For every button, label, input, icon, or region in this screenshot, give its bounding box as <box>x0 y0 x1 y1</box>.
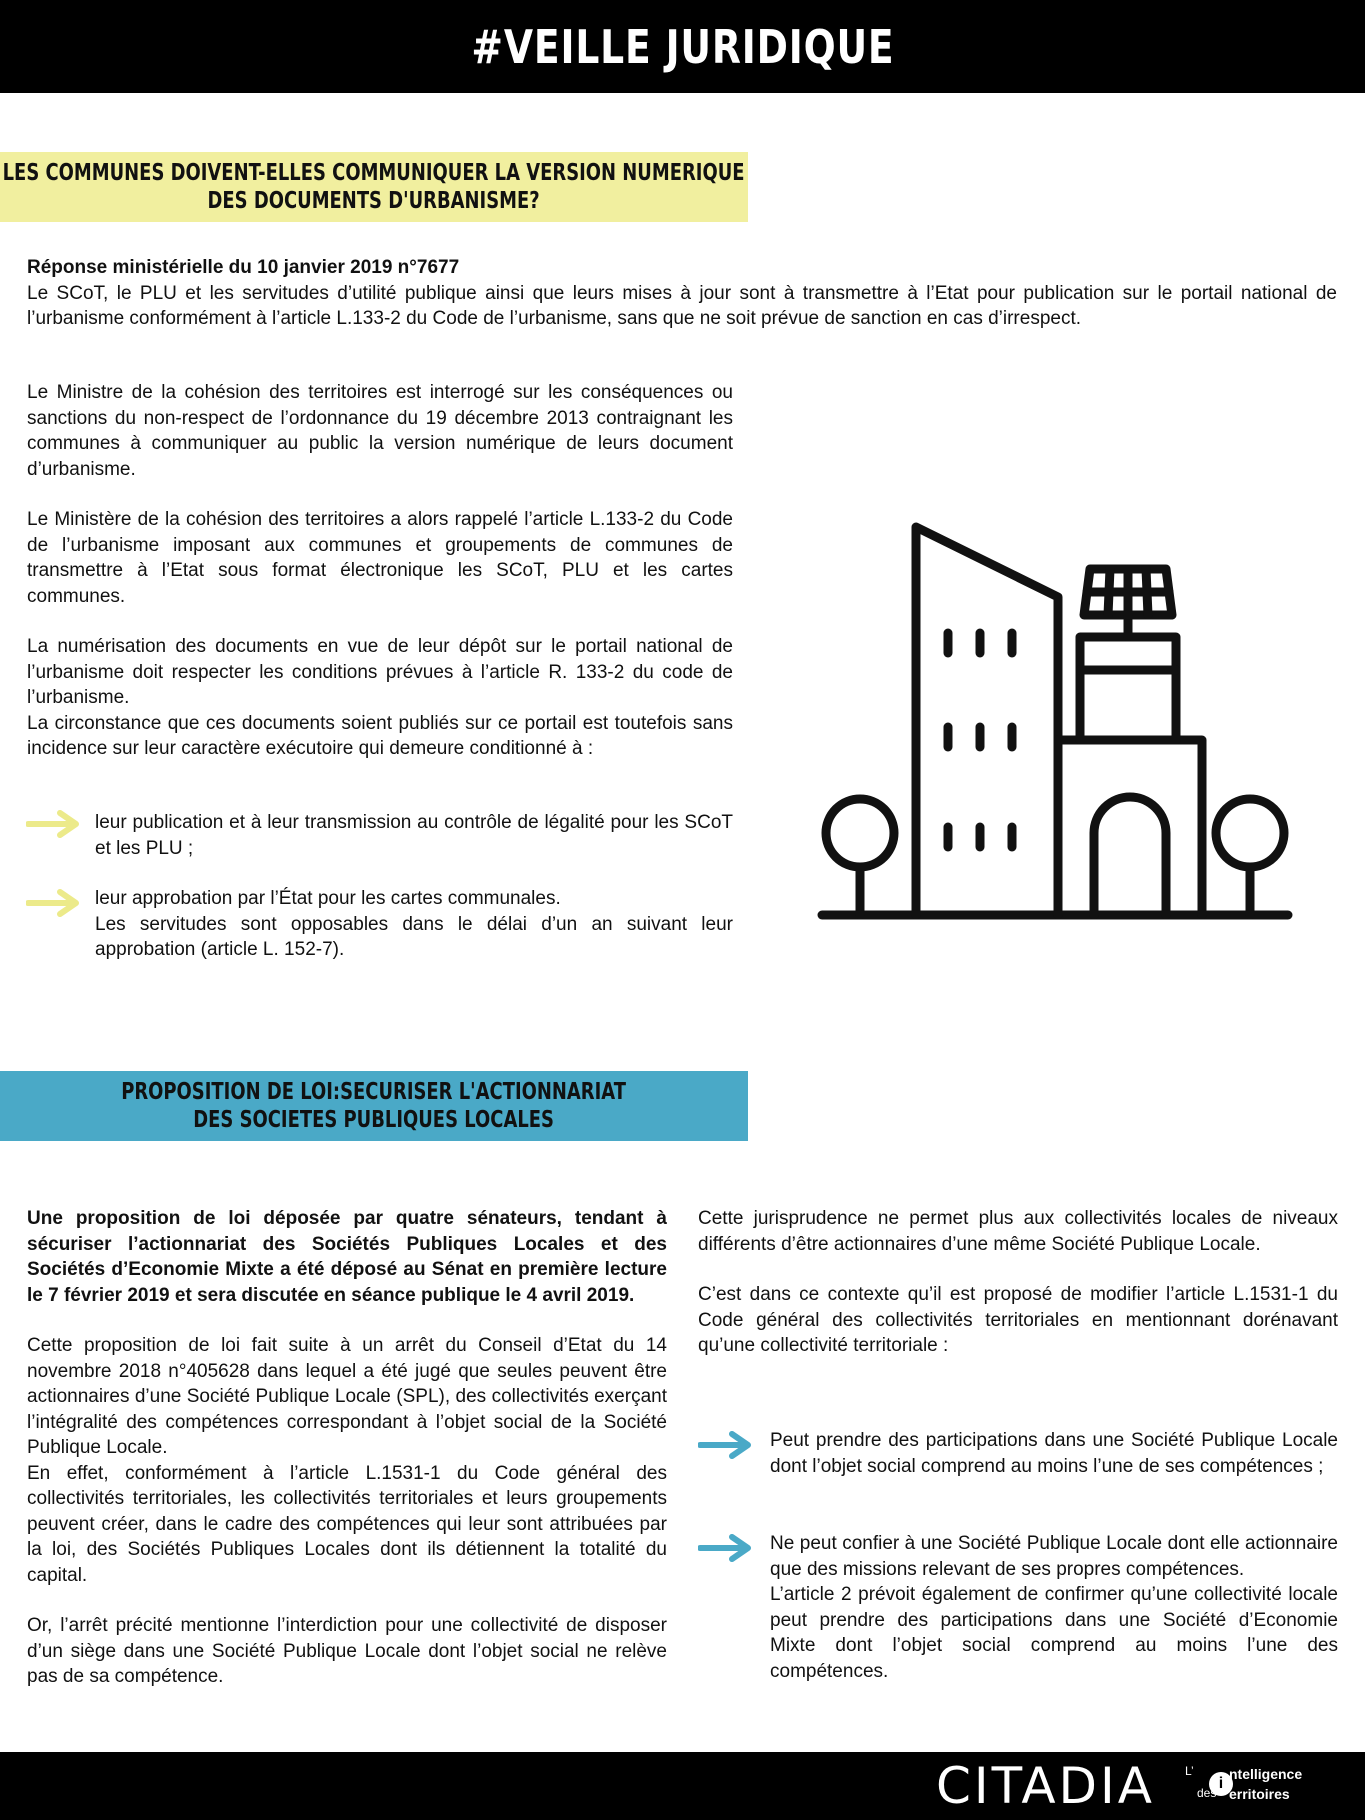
section2-left-para3: Or, l’arrêt précité mentionne l’interdiction pour une collectivité de disposer d’un siège dans une Société Publique Locale dont l’objet social ne relève pas de sa compétence. <box>27 1615 667 1687</box>
tagline-part3: des <box>1197 1786 1217 1800</box>
section1-para3: La numérisation des documents en vue de leur dépôt sur le portail national de l’urbanisme doit respecter les conditions prévues à l’article R. 133-2 du code de l’urbanisme. <box>27 636 733 708</box>
intro-bold: Réponse ministérielle du 10 janvier 2019 n°7677 <box>27 257 460 278</box>
section2-left-column <box>27 1206 667 1690</box>
section1-bullet2-line2: Les servitudes sont opposables dans le délai d’un an suivant leur approbation (article L. 152-7). <box>95 913 733 960</box>
section1-bullet2 <box>95 886 733 963</box>
arrow-right-icon <box>698 1431 754 1459</box>
section2-bullet1: Peut prendre des participations dans une Société Publique Locale dont l’objet social comprend au moins l’une de ses compétences ; <box>770 1430 1338 1477</box>
section2-title-line2: DES SOCIETES PUBLIQUES LOCALES <box>193 1107 555 1133</box>
section1-title-line2: DES DOCUMENTS D'URBANISME? <box>207 188 541 214</box>
section1-para1: Le Ministre de la cohésion des territoires est interrogé sur les conséquences ou sanctions du non-respect de l’ordonnance du 19 décembre 2013 contraignant les communes à communiquer au public la version numérique de leurs document d’urbanisme. <box>27 382 733 480</box>
tagline-part1: L’ <box>1185 1764 1194 1778</box>
page-title: #VEILLE JURIDIQUE <box>470 19 895 74</box>
arrow-right-icon <box>26 810 82 838</box>
section2-right-para1: Cette jurisprudence ne permet plus aux collectivités locales de niveaux différents d’être actionnaires d’une même Société Publique Locale. <box>698 1208 1338 1255</box>
intro-text: Le SCoT, le PLU et les servitudes d’utilité publique ainsi que leurs mises à jour sont à transmettre à l’Etat pour publication sur le portail national de l’urbanisme conformément à l’article L.133-2 du Code de l’urbanisme, sans que ne soit prévue de sanction en cas d’irrespect. <box>27 282 1337 329</box>
page-footer <box>0 1752 1365 1820</box>
section2-bullet2-line1: Ne peut confier à une Société Publique Locale dont elle actionnaire que des missions relevant de ses propres compétences. <box>770 1533 1338 1580</box>
section2-left-para2: En effet, conformément à l’article L.1531-1 du Code général des collectivités territoriales, les collectivités territoriales et leurs groupements peuvent créer, dans le cadre des compétences qui leur sont attribuées par la loi, des Sociétés Publiques Locales dont ils détiennent la totalité du capital. <box>27 1462 667 1586</box>
section1-body <box>27 380 733 762</box>
section2-left-bold: Une proposition de loi déposée par quatre sénateurs, tendant à sécuriser l’actionnariat des Sociétés Publiques Locales et des Sociétés d’Economie Mixte a été déposé au Sénat en première lecture le 7 février 2019 et sera discutée en séance publique le 4 avril 2019. <box>27 1208 667 1306</box>
section2-title-line1: PROPOSITION DE LOI:SECURISER L'ACTIONNARIAT <box>121 1079 627 1105</box>
section2-bullet2-line2: L’article 2 prévoit également de confirmer qu’une collectivité locale peut prendre des participations dans une Société d’Economie Mixte dont l’objet social comprend au moins l’une des compétences. <box>770 1584 1338 1682</box>
section1-para4: La circonstance que ces documents soient publiés sur ce portail est toutefois sans incidence sur leur caractère exécutoire qui demeure conditionné à : <box>27 712 733 759</box>
page-header <box>0 0 1365 93</box>
section2-bullet2 <box>770 1531 1338 1684</box>
tagline-logo-icon: i <box>1209 1772 1233 1796</box>
tagline-part4: erritoires <box>1229 1786 1290 1802</box>
section1-para2: Le Ministère de la cohésion des territoires a alors rappelé l’article L.133-2 du Code de l’urbanisme imposant aux communes et groupements de communes de transmettre à l’Etat sous format électronique les SCoT, PLU et les cartes communes. <box>27 509 733 607</box>
city-building-icon <box>810 515 1300 925</box>
section1-banner <box>0 152 748 222</box>
tagline-part2: ntelligence <box>1229 1766 1303 1782</box>
section2-right-column <box>698 1206 1338 1359</box>
citadia-logo: CITADIA <box>936 1757 1155 1815</box>
section2-right-para2: C’est dans ce contexte qu’il est proposé de modifier l’article L.1531-1 du Code général des collectivités territoriales en mentionnant dorénavant qu’une collectivité territoriale : <box>698 1284 1338 1356</box>
section1-bullet1: leur publication et à leur transmission au contrôle de légalité pour les SCoT et les PLU ; <box>95 812 733 859</box>
section1-bullet2-line1: leur approbation par l’État pour les cartes communales. <box>95 888 561 909</box>
tagline-logo <box>1185 1764 1345 1808</box>
section1-title-line1: LES COMMUNES DOIVENT-ELLES COMMUNIQUER LA VERSION NUMERIQUE <box>3 160 745 186</box>
section1-intro <box>27 255 1337 332</box>
arrow-right-icon <box>698 1534 754 1562</box>
section2-banner <box>0 1071 748 1141</box>
section2-left-para1: Cette proposition de loi fait suite à un arrêt du Conseil d’Etat du 14 novembre 2018 n°405628 dans lequel a été jugé que seules peuvent être actionnaires d’une Société Publique Locale (SPL), des collectivités exerçant l’intégralité des compétences correspondant à l’objet social de la Société Publique Locale. <box>27 1335 667 1458</box>
arrow-right-icon <box>26 889 82 917</box>
